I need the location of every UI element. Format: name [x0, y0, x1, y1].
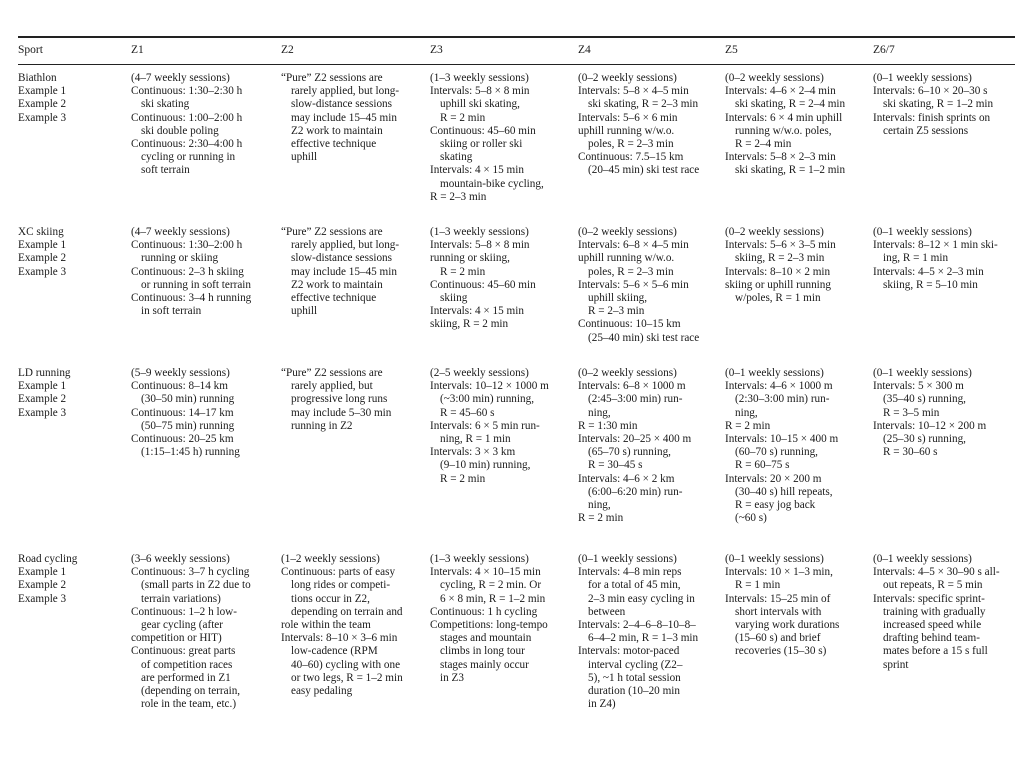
zone-cell-z67: [873, 226, 998, 292]
cell-line: Intervals: 10 × 1–3 min,: [725, 566, 833, 579]
cell-line: poles, R = 2–3 min: [588, 138, 674, 151]
zone-cell-z2: [281, 367, 391, 433]
zone-cell-z3: [430, 553, 548, 685]
cell-line: Continuous: 8–14 km: [131, 380, 228, 393]
cell-line: (0–1 weekly sessions): [873, 367, 972, 379]
cell-line: uphill running w/w.o.: [578, 124, 675, 137]
cell-line: mountain-bike cycling,: [440, 177, 544, 190]
cell-line: R = easy jog back: [735, 499, 816, 512]
cell-line: rarely applied, but long-: [291, 85, 400, 98]
cell-line: Continuous: 1:30–2:00 h: [131, 239, 243, 252]
zone-cell-z3: [430, 367, 549, 486]
cell-line: Intervals: 8–10 × 3–6 min: [281, 632, 398, 645]
cell-line: “Pure” Z2 sessions are: [281, 226, 383, 238]
header-z1: Z1: [131, 44, 144, 56]
cell-line: Intervals: 6 × 5 min run-: [430, 419, 540, 432]
cell-line: Continuous: 14–17 km: [131, 406, 234, 419]
cell-line: (1:15–1:45 h) running: [141, 446, 240, 459]
cell-line: Continuous: parts of easy: [281, 566, 396, 579]
cell-line: R = 30–60 s: [883, 446, 938, 459]
cell-line: (1–3 weekly sessions): [430, 72, 529, 84]
cell-line: Intervals: 4 × 15 min: [430, 305, 524, 318]
cell-line: (3–6 weekly sessions): [131, 553, 230, 565]
cell-line: role in the team, etc.): [141, 698, 237, 711]
cell-line: skating: [440, 151, 473, 164]
cell-line: (0–2 weekly sessions): [578, 367, 677, 379]
cell-line: ning,: [588, 499, 611, 512]
cell-line: 40–60) cycling with one: [291, 658, 401, 671]
cell-line: Continuous: 45–60 min: [430, 124, 536, 137]
zone-cell-z2: [281, 72, 399, 164]
zone-cell-z5: [725, 367, 838, 525]
cell-line: Intervals: 4–5 × 30–90 s all-: [873, 566, 1000, 579]
zone-cell-z4: [578, 226, 699, 345]
cell-line: Intervals: 4–6 × 1000 m: [725, 380, 833, 393]
cell-line: (15–60 s) and brief: [735, 632, 821, 645]
cell-line: Continuous: great parts: [131, 645, 236, 658]
cell-line: (2:45–3:00 min) run-: [588, 393, 683, 406]
cell-line: interval cycling (Z2–: [588, 658, 683, 671]
cell-line: duration (10–20 min: [588, 685, 680, 698]
header-z5: Z5: [725, 44, 738, 56]
cell-line: (0–2 weekly sessions): [578, 226, 677, 238]
cell-line: running or skiing: [141, 252, 219, 265]
cell-line: poles, R = 2–3 min: [588, 265, 674, 278]
cell-line: skiing or uphill running: [725, 278, 831, 291]
cell-line: ski skating, R = 2–4 min: [735, 98, 846, 111]
sport-cell: [18, 226, 66, 279]
zone-cell-z1: [131, 367, 240, 459]
cell-line: (2:30–3:00 min) run-: [735, 393, 830, 406]
zone-cell-z5: [725, 72, 845, 178]
cell-line: or running in soft terrain: [141, 278, 251, 291]
zone-cell-z5: [725, 226, 836, 305]
cell-line: Intervals: 10–12 × 200 m: [873, 419, 987, 432]
cell-line: low-cadence (RPM: [291, 645, 378, 658]
cell-line: Continuous: 1–2 h low-: [131, 605, 237, 618]
cell-line: Intervals: 4–6 × 2 km: [578, 472, 675, 485]
zone-cell-z3: [430, 72, 544, 204]
cell-line: Intervals: 20 × 200 m: [725, 472, 822, 485]
cell-line: Intervals: 6 × 4 min uphill: [725, 111, 843, 124]
cell-line: easy pedaling: [291, 685, 353, 698]
cell-line: ning, R = 1 min: [440, 433, 511, 446]
cell-line: role within the team: [281, 619, 371, 632]
cell-line: ski skating, R = 1–2 min: [735, 164, 846, 177]
cell-line: (small parts in Z2 due to: [141, 579, 251, 592]
cell-line: 6 × 8 min, R = 1–2 min: [440, 592, 546, 605]
cell-line: effective technique: [291, 138, 377, 151]
cell-line: uphill: [291, 305, 318, 318]
example-label: Example 3: [18, 265, 67, 278]
example-label: Example 3: [18, 406, 67, 419]
cell-line: Continuous: 2:30–4:00 h: [131, 138, 243, 151]
cell-line: in soft terrain: [141, 305, 202, 318]
cell-line: skiing: [440, 292, 468, 305]
sport-name: Biathlon: [18, 72, 57, 84]
cell-line: R = 1 min: [735, 579, 781, 592]
cell-line: gear cycling (after: [141, 619, 223, 632]
cell-line: Intervals: 3 × 3 km: [430, 446, 516, 459]
cell-line: R = 30–45 s: [588, 459, 643, 472]
cell-line: Intervals: finish sprints on: [873, 111, 991, 124]
cell-line: ski skating: [141, 98, 190, 111]
cell-line: cycling or running in: [141, 151, 236, 164]
cell-line: ning,: [735, 406, 758, 419]
cell-line: Intervals: 6–10 × 20–30 s: [873, 85, 988, 98]
example-label: Example 3: [18, 111, 67, 124]
zone-cell-z67: [873, 367, 986, 459]
cell-line: R = 60–75 s: [735, 459, 790, 472]
cell-line: R = 2 min: [440, 111, 486, 124]
cell-line: uphill: [291, 151, 318, 164]
cell-line: of competition races: [141, 658, 233, 671]
example-label: Example 1: [18, 85, 67, 98]
cell-line: R = 2 min: [578, 512, 624, 525]
cell-line: short intervals with: [735, 605, 822, 618]
cell-line: (0–1 weekly sessions): [873, 226, 972, 238]
header-z67: Z6/7: [873, 44, 895, 56]
cell-line: varying work durations: [735, 619, 840, 632]
cell-line: R = 1:30 min: [578, 419, 638, 432]
cell-line: in Z3: [440, 671, 464, 684]
cell-line: (~3:00 min) running,: [440, 393, 534, 406]
example-label: Example 2: [18, 252, 67, 265]
zone-cell-z4: [578, 72, 699, 178]
header-z3: Z3: [430, 44, 443, 56]
sport-cell: [18, 367, 71, 420]
cell-line: R = 2–3 min: [430, 190, 487, 203]
zone-cell-z5: [725, 553, 839, 659]
cell-line: ning,: [588, 406, 611, 419]
cell-line: R = 3–5 min: [883, 406, 940, 419]
cell-line: are performed in Z1: [141, 671, 231, 684]
cell-line: Intervals: 4–5 × 2–3 min: [873, 265, 984, 278]
cell-line: R = 2–4 min: [735, 138, 792, 151]
cell-line: running w/w.o. poles,: [735, 124, 832, 137]
cell-line: skiing, R = 5–10 min: [883, 278, 978, 291]
cell-line: (4–7 weekly sessions): [131, 226, 230, 238]
cell-line: (0–2 weekly sessions): [725, 72, 824, 84]
cell-line: ski skating, R = 2–3 min: [588, 98, 699, 111]
cell-line: (6:00–6:20 min) run-: [588, 485, 683, 498]
cell-line: R = 45–60 s: [440, 406, 495, 419]
cell-line: Intervals: 5–6 × 3–5 min: [725, 239, 836, 252]
cell-line: (0–1 weekly sessions): [725, 367, 824, 379]
sport-name: XC skiing: [18, 226, 64, 238]
cell-line: (5–9 weekly sessions): [131, 367, 230, 379]
cell-line: Intervals: 5–6 × 5–6 min: [578, 278, 689, 291]
cell-line: uphill skiing,: [588, 292, 648, 305]
cell-line: cycling, R = 2 min. Or: [440, 579, 542, 592]
cell-line: increased speed while: [883, 619, 982, 632]
cell-line: Intervals: 5–8 × 2–3 min: [725, 151, 836, 164]
cell-line: Continuous: 1:00–2:00 h: [131, 111, 243, 124]
cell-line: R = 2 min: [725, 419, 771, 432]
cell-line: R = 2 min: [440, 265, 486, 278]
cell-line: (35–40 s) running,: [883, 393, 966, 406]
cell-line: (65–70 s) running,: [588, 446, 671, 459]
cell-line: Continuous: 1:30–2:30 h: [131, 85, 243, 98]
cell-line: may include 15–45 min: [291, 111, 397, 124]
cell-line: (25–40 min) ski test race: [588, 331, 700, 344]
cell-line: ski skating, R = 1–2 min: [883, 98, 994, 111]
cell-line: certain Z5 sessions: [883, 124, 969, 137]
header-sport: Sport: [18, 44, 43, 56]
cell-line: drafting behind team-: [883, 632, 980, 645]
cell-line: Intervals: 5–8 × 4–5 min: [578, 85, 689, 98]
header-z4: Z4: [578, 44, 591, 56]
cell-line: Intervals: 10–12 × 1000 m: [430, 380, 549, 393]
cell-line: (1–2 weekly sessions): [281, 553, 380, 565]
cell-line: or two legs, R = 1–2 min: [291, 671, 403, 684]
cell-line: (60–70 s) running,: [735, 446, 818, 459]
zone-cell-z4: [578, 553, 698, 711]
cell-line: (9–10 min) running,: [440, 459, 531, 472]
cell-line: (25–30 s) running,: [883, 433, 966, 446]
cell-line: (2–5 weekly sessions): [430, 367, 529, 379]
cell-line: running or skiing,: [430, 252, 510, 265]
zone-cell-z2: [281, 226, 399, 318]
cell-line: Intervals: specific sprint-: [873, 592, 985, 605]
header-z2: Z2: [281, 44, 294, 56]
cell-line: Intervals: 4 × 10–15 min: [430, 566, 541, 579]
cell-line: (0–2 weekly sessions): [578, 72, 677, 84]
cell-line: depending on terrain and: [291, 605, 403, 618]
cell-line: Continuous: 45–60 min: [430, 278, 536, 291]
cell-line: (0–1 weekly sessions): [873, 72, 972, 84]
cell-line: slow-distance sessions: [291, 98, 392, 111]
cell-line: Intervals: 5–8 × 8 min: [430, 85, 530, 98]
cell-line: R = 2–3 min: [588, 305, 645, 318]
example-label: Example 1: [18, 239, 67, 252]
cell-line: (~60 s): [735, 512, 767, 525]
cell-line: between: [588, 605, 626, 618]
example-label: Example 2: [18, 393, 67, 406]
cell-line: skiing, R = 2 min: [430, 318, 509, 331]
cell-line: Continuous: 7.5–15 km: [578, 151, 684, 164]
example-label: Example 2: [18, 579, 67, 592]
cell-line: for a total of 45 min,: [588, 579, 681, 592]
cell-line: Intervals: 2–4–6–8–10–8–: [578, 619, 696, 632]
cell-line: Intervals: 15–25 min of: [725, 592, 831, 605]
cell-line: (0–1 weekly sessions): [725, 553, 824, 565]
cell-line: (1–3 weekly sessions): [430, 226, 529, 238]
cell-line: “Pure” Z2 sessions are: [281, 367, 383, 379]
cell-line: Z2 work to maintain: [291, 124, 383, 137]
zone-cell-z1: [131, 226, 251, 318]
zone-cell-z2: [281, 553, 403, 698]
cell-line: (1–3 weekly sessions): [430, 553, 529, 565]
cell-line: Intervals: 10–15 × 400 m: [725, 433, 839, 446]
sport-name: LD running: [18, 367, 71, 379]
cell-line: rarely applied, but long-: [291, 239, 400, 252]
cell-line: long rides or competi-: [291, 579, 391, 592]
cell-line: running in Z2: [291, 419, 353, 432]
cell-line: Intervals: 6–8 × 1000 m: [578, 380, 686, 393]
cell-line: Intervals: 4–8 min reps: [578, 566, 682, 579]
cell-line: sprint: [883, 658, 909, 671]
table-header-rule: [18, 64, 1015, 65]
sport-name: Road cycling: [18, 553, 78, 565]
example-label: Example 3: [18, 592, 67, 605]
cell-line: Intervals: 20–25 × 400 m: [578, 433, 692, 446]
cell-line: soft terrain: [141, 164, 190, 177]
cell-line: Continuous: 20–25 km: [131, 433, 234, 446]
cell-line: effective technique: [291, 292, 377, 305]
cell-line: (4–7 weekly sessions): [131, 72, 230, 84]
cell-line: “Pure” Z2 sessions are: [281, 72, 383, 84]
example-label: Example 1: [18, 380, 67, 393]
cell-line: Intervals: 4–6 × 2–4 min: [725, 85, 836, 98]
cell-line: Competitions: long-tempo: [430, 619, 548, 632]
example-label: Example 1: [18, 566, 67, 579]
cell-line: 6–4–2 min, R = 1–3 min: [588, 632, 699, 645]
cell-line: competition or HIT): [131, 632, 222, 645]
cell-line: Intervals: 8–10 × 2 min: [725, 265, 831, 278]
cell-line: skiing, R = 2–3 min: [735, 252, 825, 265]
cell-line: stages mainly occur: [440, 658, 529, 671]
sport-cell: [18, 553, 77, 606]
zone-cell-z4: [578, 367, 691, 525]
zone-cell-z67: [873, 553, 1000, 672]
table-top-rule: [18, 36, 1015, 38]
cell-line: in Z4): [588, 698, 616, 711]
cell-line: (0–1 weekly sessions): [873, 553, 972, 565]
cell-line: Intervals: 5–6 × 6 min: [578, 111, 678, 124]
cell-line: Continuous: 1 h cycling: [430, 605, 538, 618]
cell-line: slow-distance sessions: [291, 252, 392, 265]
cell-line: Intervals: 5–8 × 8 min: [430, 239, 530, 252]
cell-line: tions occur in Z2,: [291, 592, 370, 605]
cell-line: Intervals: motor-paced: [578, 645, 680, 658]
cell-line: (depending on terrain,: [141, 685, 241, 698]
cell-line: Intervals: 8–12 × 1 min ski-: [873, 239, 998, 252]
cell-line: (30–50 min) running: [141, 393, 235, 406]
cell-line: R = 2 min: [440, 472, 486, 485]
zone-cell-z3: [430, 226, 536, 332]
cell-line: uphill ski skating,: [440, 98, 520, 111]
cell-line: Intervals: 5 × 300 m: [873, 380, 964, 393]
cell-line: 5), ~1 h total session: [588, 671, 681, 684]
cell-line: progressive long runs: [291, 393, 388, 406]
cell-line: Continuous: 3–7 h cycling: [131, 566, 250, 579]
cell-line: Intervals: 6–8 × 4–5 min: [578, 239, 689, 252]
sport-cell: [18, 72, 66, 125]
cell-line: Intervals: 4 × 15 min: [430, 164, 524, 177]
cell-line: terrain variations): [141, 592, 221, 605]
cell-line: recoveries (15–30 s): [735, 645, 827, 658]
zone-cell-z1: [131, 553, 251, 711]
cell-line: Continuous: 10–15 km: [578, 318, 681, 331]
cell-line: stages and mountain: [440, 632, 532, 645]
example-label: Example 2: [18, 98, 67, 111]
cell-line: may include 15–45 min: [291, 265, 397, 278]
cell-line: (0–2 weekly sessions): [725, 226, 824, 238]
zone-cell-z67: [873, 72, 993, 138]
cell-line: training with gradually: [883, 605, 986, 618]
cell-line: rarely applied, but: [291, 380, 373, 393]
cell-line: (20–45 min) ski test race: [588, 164, 700, 177]
cell-line: Continuous: 2–3 h skiing: [131, 265, 244, 278]
cell-line: Z2 work to maintain: [291, 278, 383, 291]
cell-line: (30–40 s) hill repeats,: [735, 485, 833, 498]
cell-line: w/poles, R = 1 min: [735, 292, 821, 305]
cell-line: mates before a 15 s full: [883, 645, 988, 658]
cell-line: may include 5–30 min: [291, 406, 392, 419]
cell-line: (50–75 min) running: [141, 419, 235, 432]
cell-line: skiing or roller ski: [440, 138, 523, 151]
zone-cell-z1: [131, 72, 242, 178]
cell-line: uphill running w/w.o.: [578, 252, 675, 265]
cell-line: climbs in long tour: [440, 645, 525, 658]
cell-line: out repeats, R = 5 min: [883, 579, 983, 592]
cell-line: 2–3 min easy cycling in: [588, 592, 695, 605]
cell-line: (0–1 weekly sessions): [578, 553, 677, 565]
cell-line: ing, R = 1 min: [883, 252, 949, 265]
cell-line: ski double poling: [141, 124, 219, 137]
cell-line: Continuous: 3–4 h running: [131, 292, 252, 305]
